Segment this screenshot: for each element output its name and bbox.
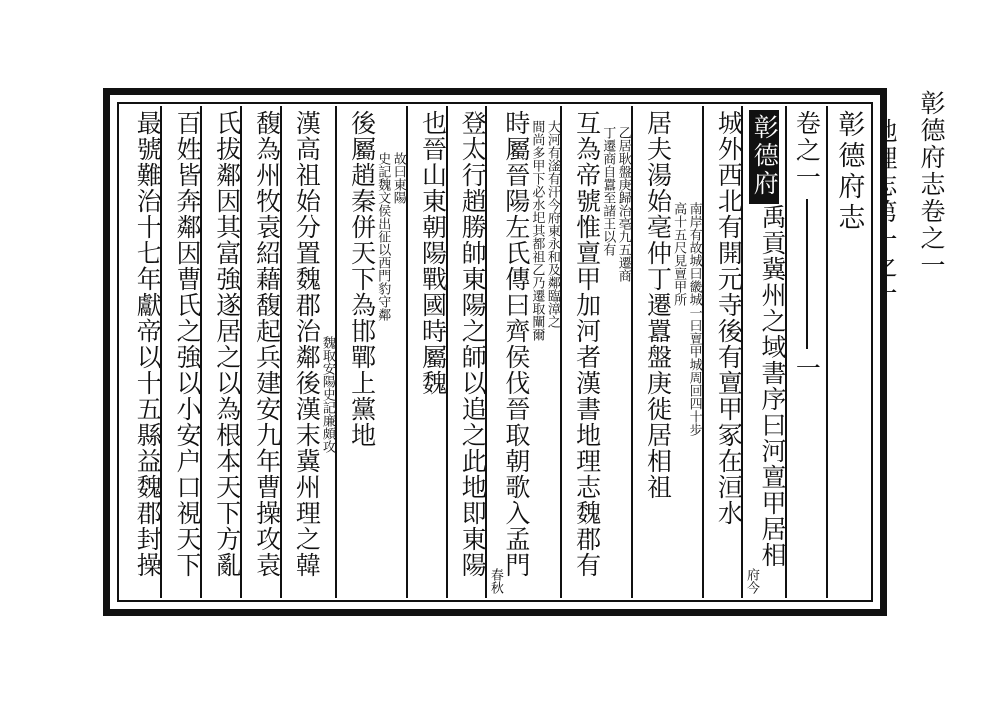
column-04 xyxy=(702,106,742,598)
body-text: 登太行趙勝帥東陽之師以追之此地即東陽 xyxy=(458,110,488,578)
body-text: 時屬晉陽左氏傳曰齊侯伐晉取朝歌入孟門 xyxy=(501,110,531,578)
column-09 xyxy=(406,106,446,598)
body-text: 後屬趙秦併天下為邯鄲上黨地 xyxy=(347,110,377,448)
column-11 xyxy=(280,106,320,598)
page-frame-inner xyxy=(117,102,873,602)
annotation-note-right: 乙居耿盤庚歸治亳九五遷商 xyxy=(615,126,631,282)
body-text: 氏拔鄰因其富強遂居之以為根本天下方亂 xyxy=(212,110,242,578)
annotation-note-left: 間尚多甲下必水圯其都祖乙乃遷取闡爾 xyxy=(529,120,545,341)
volume-divider xyxy=(806,199,808,349)
column-09-notes xyxy=(375,106,406,598)
annotation-note-right: 南岸有故城曰畿城一曰亶甲城周回四十步 xyxy=(686,202,702,436)
column-05-notes xyxy=(600,106,631,598)
book-title-text: 彰德府志 xyxy=(833,110,865,234)
annotation-note: 春秋 xyxy=(487,568,503,594)
annotation-note-left: 丁遷商自囂至諸王以有 xyxy=(600,126,616,256)
column-15 xyxy=(121,106,163,598)
column-06-notes xyxy=(529,106,560,598)
body-text: 城外西北有開元寺後有亶甲冢在洹水 xyxy=(714,110,744,526)
volume-footer: 一 xyxy=(792,355,822,382)
column-10-notes xyxy=(319,106,335,598)
column-12 xyxy=(240,106,280,598)
page-frame-outer xyxy=(103,88,887,616)
reverse-heading-cartouche: 彰德府 xyxy=(749,110,779,204)
annotation-note: 魏取安陽史記廉頗攻 xyxy=(319,336,335,453)
column-volume xyxy=(785,106,826,598)
column-prefecture-heading xyxy=(741,106,785,598)
body-text: 也晉山東朝陽戰國時屬魏 xyxy=(418,110,448,396)
column-10 xyxy=(335,106,375,598)
body-text: 居夫湯始亳仲丁遷囂盤庚徙居相祖 xyxy=(643,110,673,500)
body-text: 最號難治十七年獻帝以十五縣益魏郡封操 xyxy=(133,110,163,578)
annotation-note-left: 高十五尺見亶甲所 xyxy=(671,202,687,306)
text-columns xyxy=(121,106,869,598)
column-06 xyxy=(560,106,600,598)
volume-text: 卷之一 xyxy=(792,110,822,191)
body-text: 互為帝號惟亶甲加河者漢書地理志魏郡有 xyxy=(572,110,602,578)
column-07 xyxy=(485,106,529,598)
column-05 xyxy=(631,106,671,598)
annotation-note: 府今 xyxy=(743,568,759,594)
header-book-title: 彰德府志卷之一 xyxy=(917,90,946,279)
column-14 xyxy=(160,106,203,598)
annotation-note-right: 大河有滏有汗今府東永和及鄰臨漳之 xyxy=(544,120,560,328)
body-text: 漢高祖始分置魏郡治鄰後漢末冀州理之韓 xyxy=(292,110,322,578)
body-text: 馥為州牧袁紹藉馥起兵建安九年曹操攻袁 xyxy=(252,110,282,578)
body-text: 禹貢冀州之域書序曰河亶甲居相 xyxy=(757,204,787,568)
column-13 xyxy=(200,106,240,598)
column-book-title xyxy=(826,106,869,598)
column-04-notes xyxy=(671,106,702,598)
annotation-note-left: 史記魏文侯出征以西門豹守鄰 xyxy=(375,152,391,321)
column-08 xyxy=(446,106,486,598)
annotation-note-right: 故曰東陽 xyxy=(390,152,406,204)
body-text: 百姓皆奔鄰因曹氏之強以小安户口視天下 xyxy=(173,110,203,578)
